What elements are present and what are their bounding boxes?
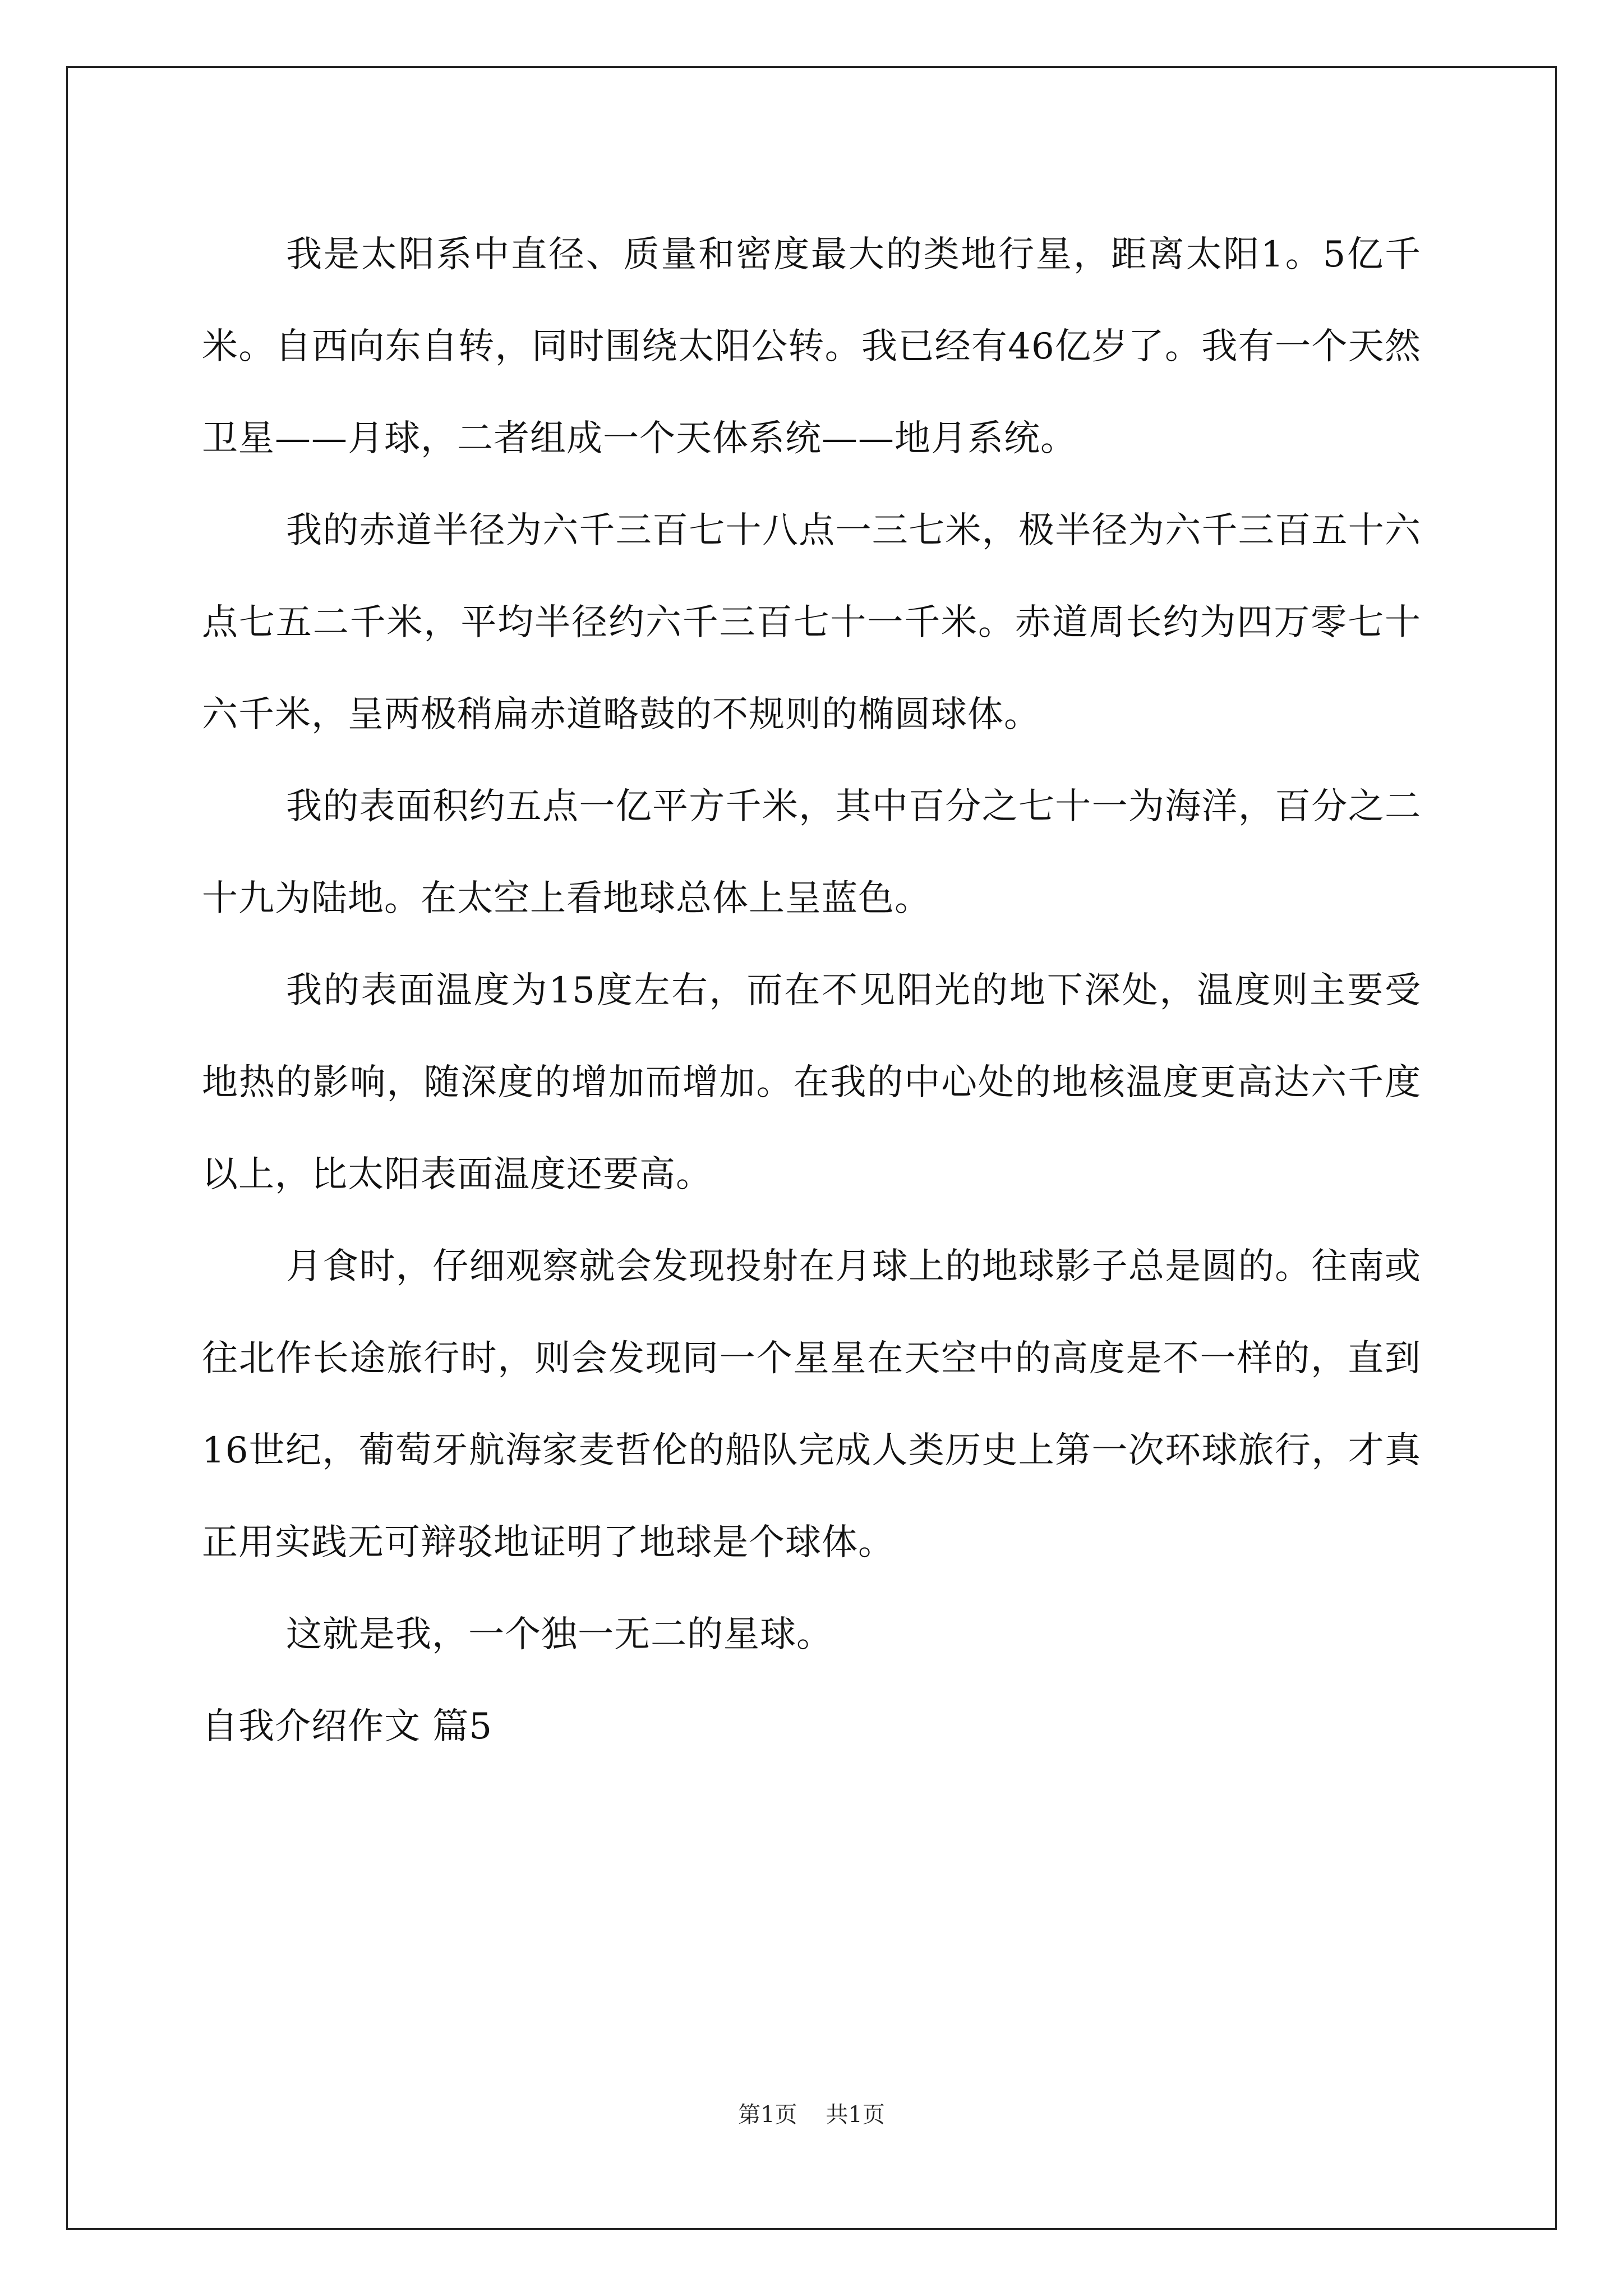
paragraph-3: 我的表面积约五点一亿平方千米，其中百分之七十一为海洋，百分之二十九为陆地。在太空上看地球总体上呈蓝色。 [202, 786, 1421, 919]
paragraph-4: 我的表面温度为15度左右，而在不见阳光的地下深处，温度则主要受地热的影响，随深度的增加而增加。在我的中心处的地核温度更高达六千度以上，比太阳表面温度还要高。 [202, 970, 1421, 1195]
document-body [202, 209, 1421, 1773]
page-number: 第1页 [738, 2102, 797, 2128]
section-heading: 自我介绍作文 篇5 [202, 1706, 493, 1747]
page-footer [0, 2098, 1623, 2132]
paragraph-6: 这就是我，一个独一无二的星球。 [286, 1614, 833, 1655]
page-total: 共1页 [826, 2102, 885, 2128]
paragraph-2: 我的赤道半径为六千三百七十八点一三七米，极半径为六千三百五十六点七五二千米，平均半径约六千三百七十一千米。赤道周长约为四万零七十六千米，呈两极稍扁赤道略鼓的不规则的椭圆球体。 [202, 510, 1421, 735]
paragraph-1: 我是太阳系中直径、质量和密度最大的类地行星，距离太阳1。5亿千米。自西向东自转，同时围绕太阳公转。我已经有46亿岁了。我有一个天然卫星——月球，二者组成一个天体系统——地月系统。 [202, 234, 1421, 459]
paragraph-5: 月食时，仔细观察就会发现投射在月球上的地球影子总是圆的。往南或往北作长途旅行时，则会发现同一个星星在天空中的高度是不一样的，直到16世纪，葡萄牙航海家麦哲伦的船队完成人类历史上第一次环球旅行，才真正用实践无可辩驳地证明了地球是个球体。 [202, 1246, 1421, 1563]
